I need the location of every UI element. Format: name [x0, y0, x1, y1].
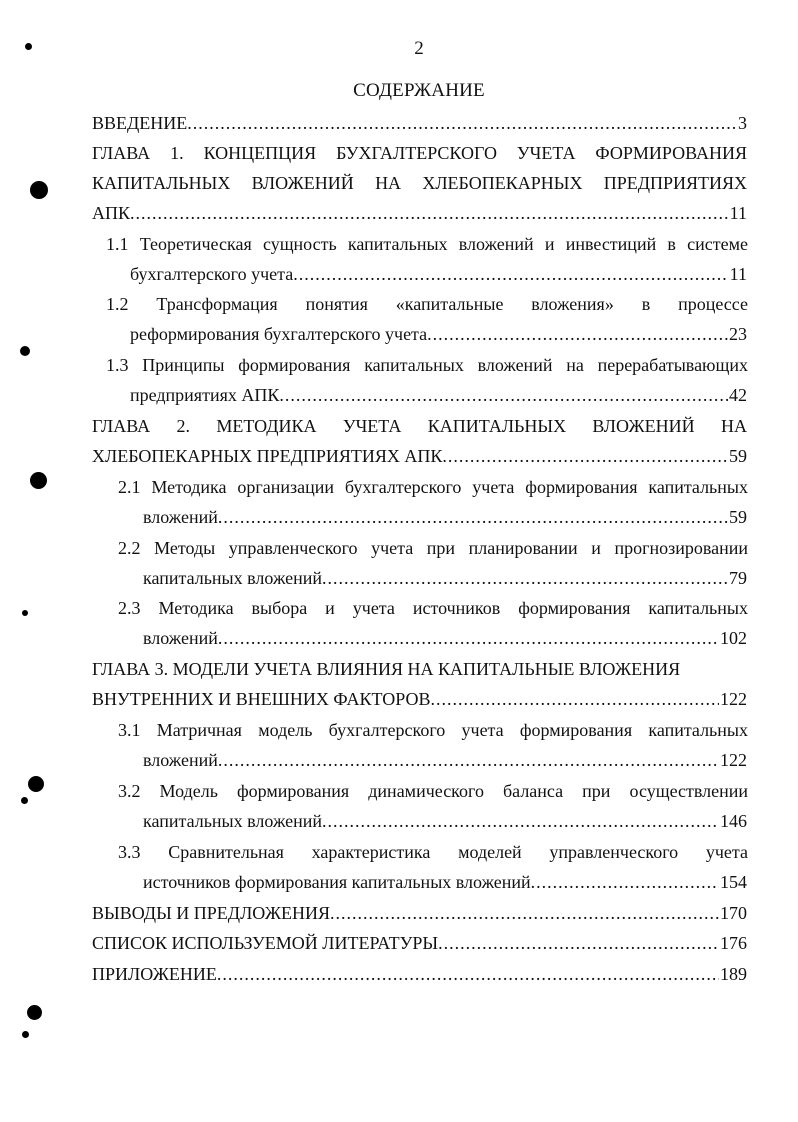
toc-section-1-2-line-1: 1.2 Трансформация понятия «капитальные вложения» в процессе [106, 294, 748, 314]
punch-hole-mark [28, 776, 44, 792]
toc-section-1-1-line-1: 1.1 Теоретическая сущность капитальных вложений и инвестиций в системе [106, 234, 748, 254]
toc-section-3-3-line-2: источников формирования капитальных вложений ..... 154 [143, 867, 747, 897]
punch-hole-mark [21, 797, 28, 804]
toc-page-number: 176 [720, 933, 747, 953]
toc-entry-appendix: ПРИЛОЖЕНИЕ ..... 189 [92, 959, 747, 989]
toc-page-number: 122 [720, 750, 747, 770]
page-number: 2 [414, 38, 424, 59]
toc-section-1-1-line-2: бухгалтерского учета ..... 11 [130, 259, 747, 289]
toc-section-2-2-line-1: 2.2 Методы управленческого учета при планировании и прогнозировании [118, 538, 748, 558]
punch-hole-mark [20, 346, 30, 356]
toc-section-3-1-line-1: 3.1 Матричная модель бухгалтерского учета формирования капитальных [118, 720, 748, 740]
punch-hole-mark [27, 1005, 42, 1020]
toc-chapter-3-line-2: ВНУТРЕННИХ И ВНЕШНИХ ФАКТОРОВ ..... 122 [92, 684, 747, 714]
toc-page-number: 146 [720, 811, 747, 831]
toc-section-1-3-line-2: предприятиях АПК ..... 42 [130, 380, 747, 410]
toc-section-3-2-line-2: капитальных вложений ..... 146 [143, 806, 747, 836]
toc-page-number: 102 [720, 628, 747, 648]
toc-section-1-3-line-1: 1.3 Принципы формирования капитальных вложений на перерабатывающих [106, 355, 748, 375]
toc-section-2-3-line-2: вложений ..... 102 [143, 623, 747, 653]
toc-page-number: 42 [729, 385, 747, 405]
toc-page-number: 122 [720, 689, 747, 709]
punch-hole-mark [30, 472, 47, 489]
toc-section-3-2-line-1: 3.2 Модель формирования динамического баланса при осуществлении [118, 781, 748, 801]
toc-section-2-2-line-2: капитальных вложений ..... 79 [143, 563, 747, 593]
toc-entry-intro: ВВЕДЕНИЕ ..... 3 [92, 108, 747, 138]
toc-entry-conclusions: ВЫВОДЫ И ПРЕДЛОЖЕНИЯ ..... 170 [92, 898, 747, 928]
toc-page-number: 11 [729, 264, 747, 284]
toc-page-number: 154 [720, 872, 747, 892]
toc-chapter-1-line-1: ГЛАВА 1. КОНЦЕПЦИЯ БУХГАЛТЕРСКОГО УЧЕТА ФОРМИРОВАНИЯ [92, 143, 747, 163]
toc-section-3-3-line-1: 3.3 Сравнительная характеристика моделей управленческого учета [118, 842, 748, 862]
punch-hole-mark [22, 1031, 29, 1038]
toc-chapter-3-line-1: ГЛАВА 3. МОДЕЛИ УЧЕТА ВЛИЯНИЯ НА КАПИТАЛЬНЫЕ ВЛОЖЕНИЯ [92, 659, 681, 679]
page-title: СОДЕРЖАНИЕ [353, 80, 485, 101]
toc-page-number: 59 [729, 507, 747, 527]
toc-section-2-1-line-1: 2.1 Методика организации бухгалтерского учета формирования капитальных [118, 477, 748, 497]
toc-page-number: 59 [729, 446, 747, 466]
toc-chapter-1-line-2: КАПИТАЛЬНЫХ ВЛОЖЕНИЙ НА ХЛЕБОПЕКАРНЫХ ПРЕДПРИЯТИЯХ [92, 173, 747, 193]
toc-page-number: 170 [720, 903, 747, 923]
toc-page-number: 23 [729, 324, 747, 344]
toc-section-1-2-line-2: реформирования бухгалтерского учета ..... 23 [130, 319, 747, 349]
toc-chapter-1-line-3: АПК ..... 11 [92, 198, 747, 228]
toc-section-2-1-line-2: вложений ..... 59 [143, 502, 747, 532]
toc-page-number: 189 [720, 964, 747, 984]
toc-page-number: 3 [738, 113, 747, 133]
toc-chapter-2-line-2: ХЛЕБОПЕКАРНЫХ ПРЕДПРИЯТИЯХ АПК ..... 59 [92, 441, 747, 471]
toc-page-number: 11 [729, 203, 747, 223]
toc-entry-references: СПИСОК ИСПОЛЬЗУЕМОЙ ЛИТЕРАТУРЫ ..... 176 [92, 928, 747, 958]
toc-chapter-2-line-1: ГЛАВА 2. МЕТОДИКА УЧЕТА КАПИТАЛЬНЫХ ВЛОЖЕНИЙ НА [92, 416, 747, 436]
punch-hole-mark [22, 610, 28, 616]
toc-page-number: 79 [729, 568, 747, 588]
toc-section-3-1-line-2: вложений ..... 122 [143, 745, 747, 775]
toc-section-2-3-line-1: 2.3 Методика выбора и учета источников формирования капитальных [118, 598, 748, 618]
punch-hole-mark [30, 181, 48, 199]
